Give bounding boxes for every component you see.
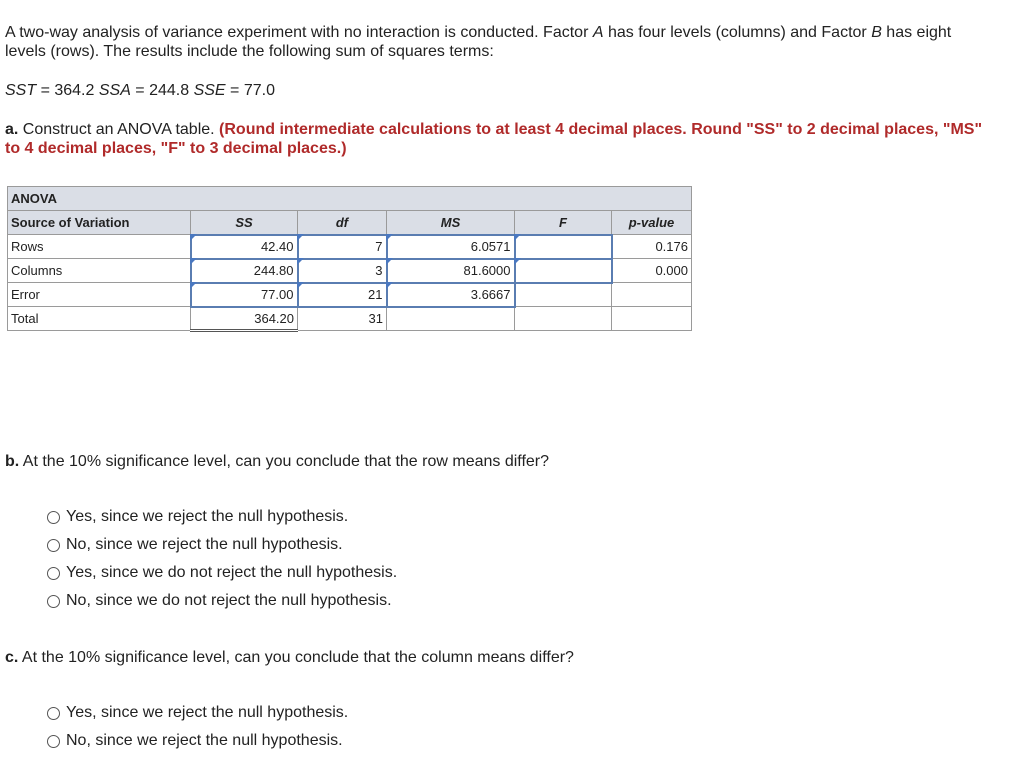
header-source: Source of Variation xyxy=(8,211,191,235)
p-value-columns: 0.000 xyxy=(612,259,692,283)
ss-error-input[interactable]: 77.00 xyxy=(191,283,298,307)
rounding-instructions: to 4 decimal places, "F" to 3 decimal places.) xyxy=(5,140,347,157)
part-b-option-3[interactable] xyxy=(47,559,397,587)
part-c-prefix: c. xyxy=(5,649,19,666)
radio-button[interactable] xyxy=(47,539,60,552)
table-row xyxy=(8,307,692,331)
sst-value: = 364.2 xyxy=(36,82,99,99)
ss-columns-input[interactable]: 244.80 xyxy=(191,259,298,283)
table-row xyxy=(8,235,692,259)
df-columns-input[interactable]: 3 xyxy=(298,259,387,283)
problem-text: has four levels (columns) and Factor xyxy=(603,24,872,41)
radio-button[interactable] xyxy=(47,707,60,720)
source-error: Error xyxy=(8,283,191,307)
ms-rows-input[interactable]: 6.0571 xyxy=(387,235,515,259)
radio-button[interactable] xyxy=(47,735,60,748)
header-p-value: p-value xyxy=(612,211,692,235)
option-label: No, since we reject the null hypothesis. xyxy=(66,536,343,553)
option-label: Yes, since we reject the null hypothesis. xyxy=(66,508,349,525)
option-label: Yes, since we do not reject the null hypothesis. xyxy=(66,564,398,581)
f-total-cell xyxy=(515,307,612,331)
header-f: F xyxy=(515,211,612,235)
df-error-input[interactable]: 21 xyxy=(298,283,387,307)
f-error-cell xyxy=(515,283,612,307)
df-rows-input[interactable]: 7 xyxy=(298,235,387,259)
problem-text: has eight xyxy=(881,24,952,41)
radio-button[interactable] xyxy=(47,595,60,608)
sst-label: SST xyxy=(5,82,37,99)
factor-a-label: A xyxy=(592,24,604,41)
part-c-options xyxy=(47,699,348,755)
problem-text: A two-way analysis of variance experiment with no interaction is conducted. Factor xyxy=(5,24,593,41)
ms-columns-input[interactable]: 81.6000 xyxy=(387,259,515,283)
part-b-option-4[interactable] xyxy=(47,587,397,615)
sse-value: = 77.0 xyxy=(225,82,275,99)
rounding-instructions: (Round intermediate calculations to at least 4 decimal places. Round "SS" to 2 decimal places, "MS" xyxy=(219,121,983,138)
df-total: 31 xyxy=(298,307,387,331)
part-c-text: At the 10% significance level, can you conclude that the column means differ? xyxy=(18,649,574,666)
part-b-text: At the 10% significance level, can you conclude that the row means differ? xyxy=(19,453,550,470)
f-rows-input[interactable] xyxy=(515,235,612,259)
ss-total: 364.20 xyxy=(191,307,298,331)
part-c-option-2[interactable] xyxy=(47,727,348,755)
ssa-label: SSA xyxy=(98,82,131,99)
problem-statement xyxy=(5,23,951,61)
table-row xyxy=(8,283,692,307)
sse-label: SSE xyxy=(193,82,226,99)
part-b-option-1[interactable] xyxy=(47,503,397,531)
option-label: No, since we do not reject the null hypothesis. xyxy=(66,592,392,609)
source-columns: Columns xyxy=(8,259,191,283)
header-ss: SS xyxy=(191,211,298,235)
part-b-option-2[interactable] xyxy=(47,531,397,559)
ss-rows-input[interactable]: 42.40 xyxy=(191,235,298,259)
p-value-total xyxy=(612,307,692,331)
header-ms: MS xyxy=(387,211,515,235)
anova-table xyxy=(7,186,692,332)
table-row xyxy=(8,259,692,283)
part-b-question xyxy=(5,452,549,471)
part-b-options xyxy=(47,503,397,615)
radio-button[interactable] xyxy=(47,567,60,580)
source-total: Total xyxy=(8,307,191,331)
header-df: df xyxy=(298,211,387,235)
radio-button[interactable] xyxy=(47,511,60,524)
factor-b-label: B xyxy=(871,24,882,41)
p-value-error xyxy=(612,283,692,307)
part-c-option-1[interactable] xyxy=(47,699,348,727)
part-a-question xyxy=(5,120,982,158)
p-value-rows: 0.176 xyxy=(612,235,692,259)
option-label: Yes, since we reject the null hypothesis. xyxy=(66,704,349,721)
part-a-prefix: a. xyxy=(5,121,19,138)
part-b-prefix: b. xyxy=(5,453,20,470)
option-label: No, since we reject the null hypothesis. xyxy=(66,732,343,749)
anova-title: ANOVA xyxy=(8,187,692,211)
source-rows: Rows xyxy=(8,235,191,259)
ms-total-cell xyxy=(387,307,515,331)
f-columns-input[interactable] xyxy=(515,259,612,283)
sum-of-squares-terms xyxy=(5,81,275,100)
ssa-value: = 244.8 xyxy=(130,82,194,99)
ms-error-input[interactable]: 3.6667 xyxy=(387,283,515,307)
part-c-question xyxy=(5,648,574,667)
part-a-text: Construct an ANOVA table. xyxy=(18,121,220,138)
problem-text: levels (rows). The results include the following sum of squares terms: xyxy=(5,43,494,60)
